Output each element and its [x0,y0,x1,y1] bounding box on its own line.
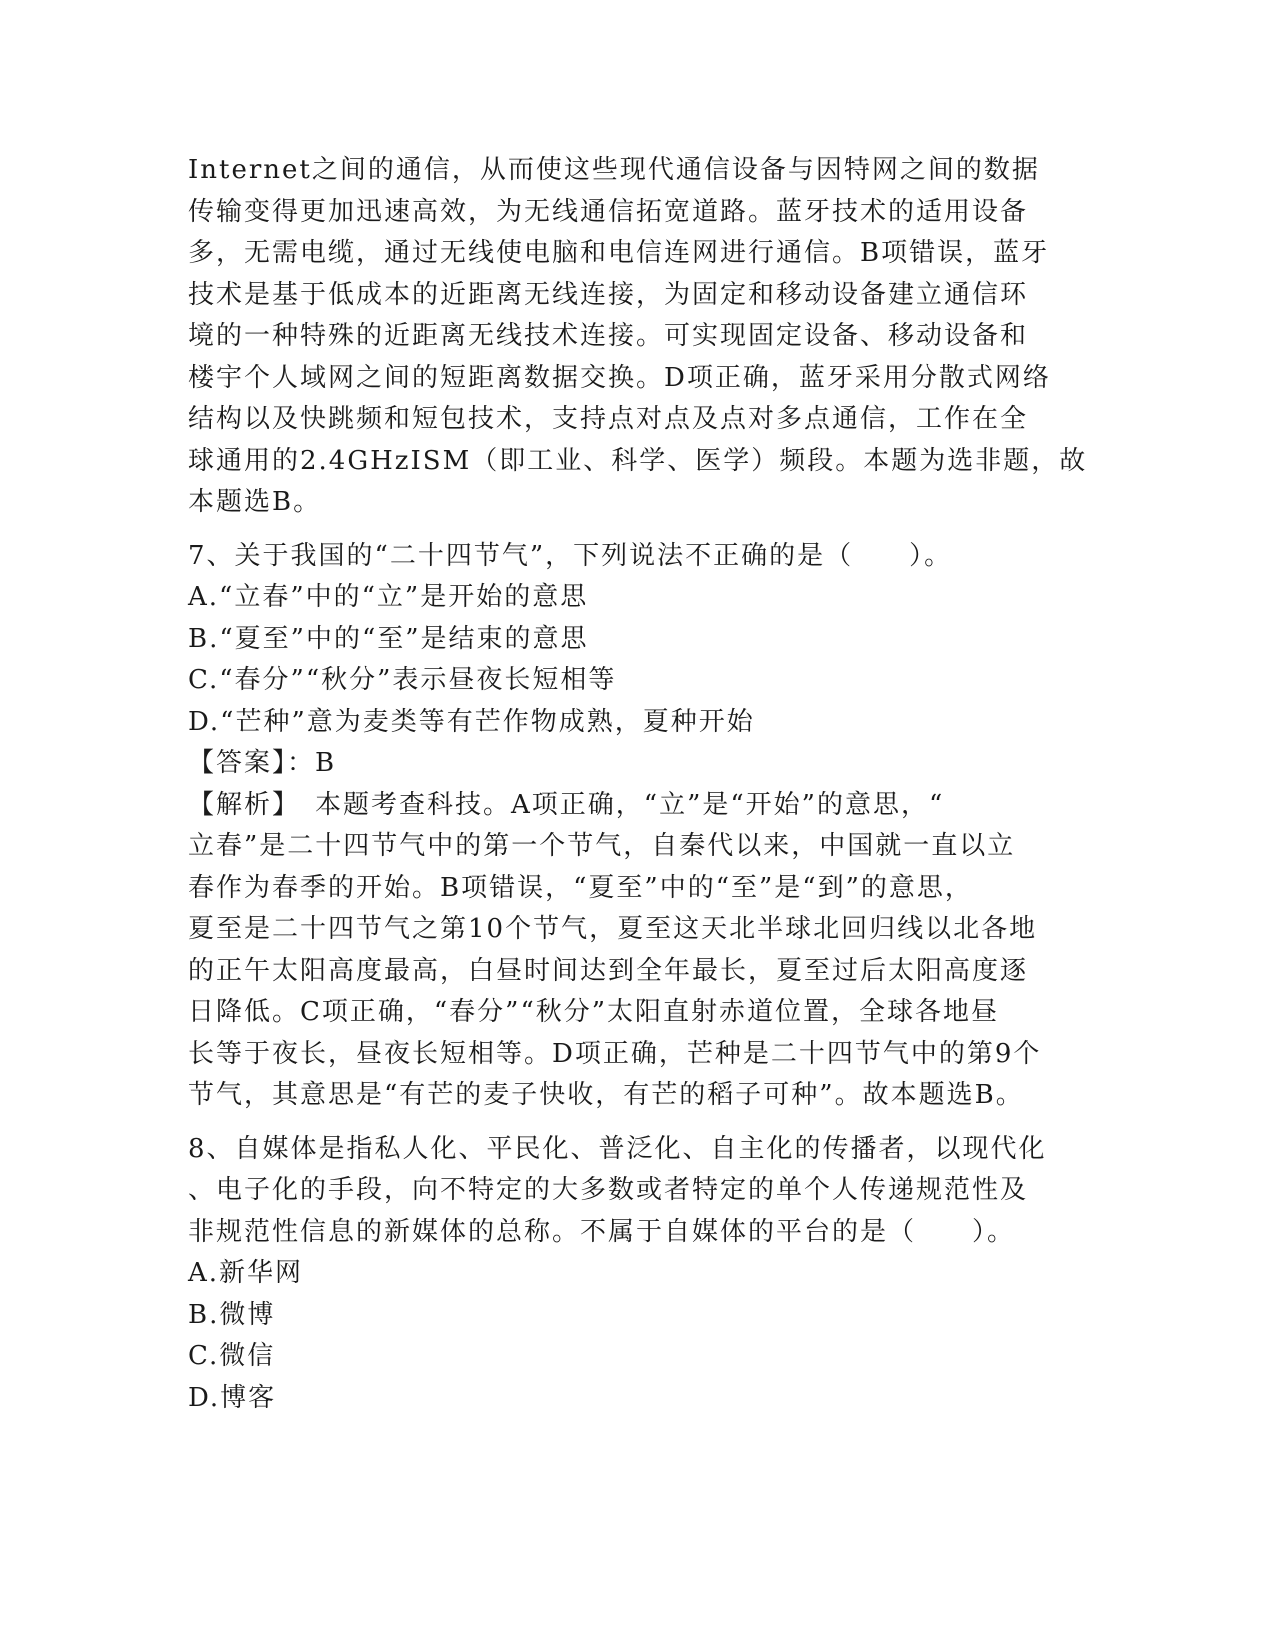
analysis-line: 的正午太阳高度最高，白昼时间达到全年最长，夏至过后太阳高度逐 [188,955,1029,986]
text-line: 技术是基于低成本的近距离无线连接，为固定和移动设备建立通信环 [188,279,1029,310]
question-stem-line: 8、自媒体是指私人化、平民化、普泛化、自主化的传播者，以现代化 [188,1133,1047,1164]
text-line: 结构以及快跳频和短包技术，支持点对点及点对多点通信，工作在全 [188,404,1029,434]
question-8 [188,1129,1083,1420]
option-b: B.微博 [188,1299,276,1330]
option-c: C.“春分”“秋分”表示昼夜长短相等 [188,665,617,695]
option-d: D.博客 [188,1382,277,1413]
text-line: 多，无需电缆，通过无线使电脑和电信连网进行通信。B项错误，蓝牙 [188,238,1050,268]
paragraph-gap [188,1117,1083,1129]
text-line: 传输变得更加迅速高效，为无线通信拓宽道路。蓝牙技术的适用设备 [188,196,1029,227]
answer-line: 【答案】：B [188,748,337,778]
document-content [188,150,1088,1419]
question-stem-line: 非规范性信息的新媒体的总称。不属于自媒体的平台的是（ ）。 [188,1216,1016,1247]
analysis-line: 春作为春季的开始。B项错误，“夏至”中的“至”是“到”的意思， [188,872,973,903]
paragraph-gap [188,524,1083,536]
option-a: A.新华网 [188,1258,304,1288]
text-line: Internet之间的通信，从而使这些现代通信设备与因特网之间的数据 [188,155,1040,185]
question-stem-line: 、电子化的手段，向不特定的大多数或者特定的单个人传递规范性及 [188,1175,1029,1205]
text-line: 本题选B。 [188,487,322,517]
text-line: 球通用的2.4GHzISM（即工业、科学、医学）频段。本题为选非题，故 [188,445,1088,476]
option-a: A.“立春”中的“立”是开始的意思 [188,582,589,612]
analysis-line: 夏至是二十四节气之第10个节气，夏至这天北半球北回归线以北各地 [188,914,1038,944]
question-stem: 7、关于我国的“二十四节气”，下列说法不正确的是（ ）。 [188,540,953,571]
option-b: B.“夏至”中的“至”是结束的意思 [188,623,589,654]
continuation-paragraph [188,150,1088,524]
question-7 [188,536,1083,1117]
option-c: C.微信 [188,1341,276,1371]
analysis-line: 长等于夜长，昼夜长短相等。D项正确，芒种是二十四节气中的第9个 [188,1038,1042,1069]
analysis-line: 【解析】 本题考查科技。A项正确，“立”是“开始”的意思，“ [188,789,945,820]
text-line: 楼宇个人域网之间的短距离数据交换。D项正确，蓝牙采用分散式网络 [188,362,1051,393]
text-line: 境的一种特殊的近距离无线技术连接。可实现固定设备、移动设备和 [188,321,1029,351]
analysis-line: 立春”是二十四节气中的第一个节气，自秦代以来，中国就一直以立 [188,831,1016,861]
analysis-line: 日降低。C项正确，“春分”“秋分”太阳直射赤道位置，全球各地昼 [188,997,1000,1027]
analysis-line: 节气，其意思是“有芒的麦子快收，有芒的稻子可种”。故本题选B。 [188,1080,1024,1110]
option-d: D.“芒种”意为麦类等有芒作物成熟，夏种开始 [188,706,755,737]
